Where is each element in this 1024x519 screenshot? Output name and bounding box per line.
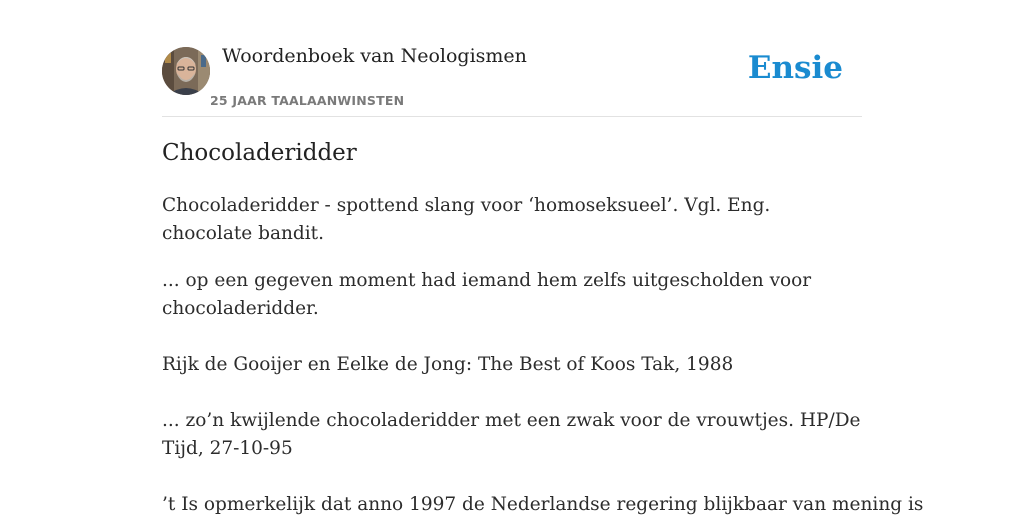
page-container — [162, 0, 924, 515]
entry-definition: Chocoladeridder - spottend slang voor ‘homoseksueel’. Vgl. Eng. chocolate bandit. — [162, 195, 771, 244]
entry-title: Chocoladeridder — [162, 140, 357, 166]
blog-title[interactable]: Woordenboek van Neologismen — [222, 45, 527, 67]
quote-paragraph: ’t Is opmerkelijk dat anno 1997 de Nederlandse regering blijkbaar van mening is — [162, 494, 924, 515]
quote-paragraph: ... zo’n kwijlende chocoladeridder met een zwak voor de vrouwtjes. HP/De Tijd, 27-10-95 — [162, 410, 861, 459]
author-avatar[interactable] — [162, 47, 210, 95]
quote-source: Rijk de Gooijer en Eelke de Jong: The Best of Koos Tak, 1988 — [162, 354, 734, 375]
avatar-portrait-icon — [162, 47, 210, 95]
ensie-logo[interactable]: Ensie — [747, 50, 843, 86]
blog-subtitle: 25 JAAR TAALAANWINSTEN — [210, 93, 405, 108]
blog-header — [162, 0, 862, 117]
quote-paragraph: ... op een gegeven moment had iemand hem zelfs uitgescholden voor chocoladeridder. — [162, 270, 812, 319]
